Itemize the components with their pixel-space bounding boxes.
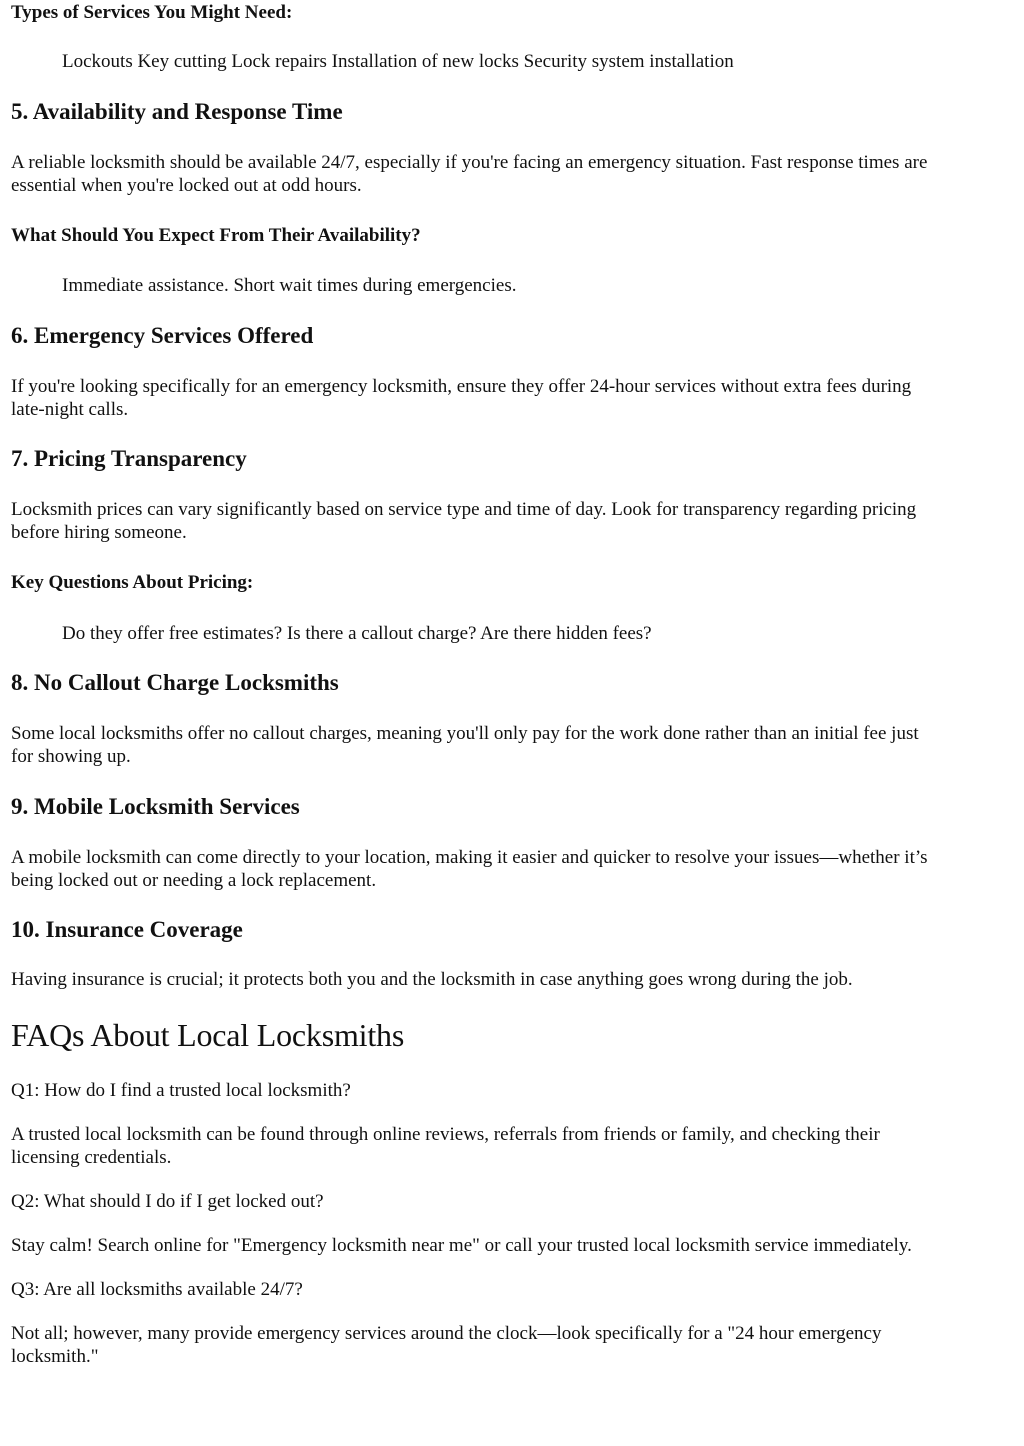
section-6-body [11, 375, 1011, 421]
faq-answer-3-line-2: locksmith." [11, 1346, 99, 1367]
faq-answer-3 [11, 1322, 1011, 1368]
section-8-body-line-2: for showing up. [11, 746, 131, 767]
faq-answer-1 [11, 1123, 1011, 1169]
section-6-body-line-1: If you're looking specifically for an emergency locksmith, ensure they offer 24-hour services without extra fees during [11, 376, 912, 397]
section-5-body-line-1: A reliable locksmith should be available 24/7, especially if you're facing an emergency situation. Fast response times are [11, 152, 928, 173]
faq-question-2: Q2: What should I do if I get locked out? [11, 1191, 324, 1212]
section-7-body-line-2: before hiring someone. [11, 522, 187, 543]
faq-answer-3-line-1: Not all; however, many provide emergency services around the clock—look specifically for a "24 hour emergency [11, 1323, 882, 1344]
faq-answer-2: Stay calm! Search online for "Emergency locksmith near me" or call your trusted local locksmith service immediately. [11, 1235, 912, 1256]
faq-answer-1-line-1: A trusted local locksmith can be found through online reviews, referrals from friends or family, and checking their [11, 1124, 880, 1145]
services-list: Lockouts Key cutting Lock repairs Installation of new locks Security system installation [62, 51, 734, 72]
section-8-body-line-1: Some local locksmiths offer no callout charges, meaning you'll only pay for the work done rather than an initial fee just [11, 723, 919, 744]
faq-question-3: Q3: Are all locksmiths available 24/7? [11, 1279, 303, 1300]
section-7-title: 7. Pricing Transparency [11, 446, 247, 471]
section-5-list: Immediate assistance. Short wait times during emergencies. [62, 275, 517, 296]
section-9-body-line-1: A mobile locksmith can come directly to your location, making it easier and quicker to resolve your issues—whether it’s [11, 847, 928, 868]
faq-answer-1-line-2: licensing credentials. [11, 1147, 172, 1168]
section-5-body-line-2: essential when you're locked out at odd hours. [11, 175, 362, 196]
section-8-title: 8. No Callout Charge Locksmiths [11, 670, 339, 695]
section-7-body [11, 498, 1011, 544]
section-9-body-line-2: being locked out or needing a lock replacement. [11, 870, 377, 891]
section-5-title: 5. Availability and Response Time [11, 99, 343, 124]
section-6-body-line-2: late-night calls. [11, 399, 129, 420]
section-10-body: Having insurance is crucial; it protects both you and the locksmith in case anything goes wrong during the job. [11, 969, 853, 990]
section-7-body-line-1: Locksmith prices can vary significantly based on service type and time of day. Look for transparency regarding pricing [11, 499, 917, 520]
section-10-title: 10. Insurance Coverage [11, 917, 243, 942]
section-9-body [11, 846, 1011, 892]
section-8-body [11, 722, 1011, 768]
section-7-list: Do they offer free estimates? Is there a callout charge? Are there hidden fees? [62, 623, 652, 644]
services-heading: Types of Services You Might Need: [11, 2, 293, 23]
section-5-body [11, 151, 1011, 197]
faq-question-1: Q1: How do I find a trusted local locksmith? [11, 1080, 351, 1101]
section-7-subheading: Key Questions About Pricing: [11, 572, 254, 593]
section-6-title: 6. Emergency Services Offered [11, 323, 314, 348]
faq-title: FAQs About Local Locksmiths [11, 1017, 405, 1053]
section-9-title: 9. Mobile Locksmith Services [11, 794, 300, 819]
section-5-subheading: What Should You Expect From Their Availability? [11, 225, 421, 246]
